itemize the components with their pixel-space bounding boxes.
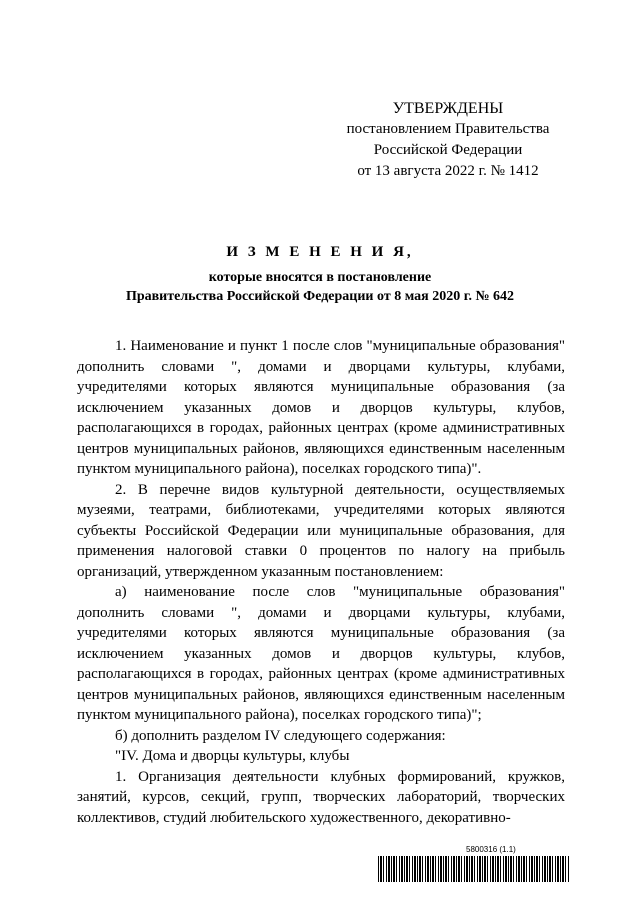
paragraph-1: 1. Наименование и пункт 1 после слов "муниципальные образования" дополнить словами ", домами и дворцами культуры, клубами, учредителями которых являются муниципальные образования (за исключением указанных домов и дворцов культуры, клубов, располагающихся в городах, районных центрах (кроме административных центров муниципальных районов, являющихся единственным населенным пунктом муниципального района), поселках городского типа)". — [77, 338, 565, 477]
document-title: И З М Е Н Е Н И Я, — [226, 244, 414, 260]
approval-line-1: постановлением Правительства — [346, 121, 550, 137]
paragraph-section-1: 1. Организация деятельности клубных формирований, кружков, занятий, курсов, секций, групп, творческих лабораторий, творческих коллективов, студий любительского художественного, декоративно- — [77, 768, 565, 826]
approval-heading: УТВЕРЖДЕНЫ — [392, 100, 504, 117]
approval-line-3: от 13 августа 2022 г. № 1412 — [357, 163, 539, 179]
subtitle-line-2: Правительства Российской Федерации от 8 мая 2020 г. № 642 — [125, 289, 515, 304]
paragraph-2b: б) дополнить разделом IV следующего содержания: — [115, 727, 446, 744]
section-heading: "IV. Дома и дворцы культуры, клубы — [115, 748, 350, 764]
paragraph-2: 2. В перечне видов культурной деятельности, осуществляемых музеями, театрами, библиотеками, учредителями которых являются субъекты Российской Федерации или муниципальные образования, для применения налоговой ставки 0 процентов по налогу на прибыль организаций, утвержденном указанным постановлением: — [77, 481, 565, 580]
barcode — [378, 856, 570, 882]
document-body — [77, 336, 565, 828]
subtitle-line-1: которые вносятся в постановление — [208, 270, 432, 285]
approval-block — [320, 98, 576, 182]
approval-line-2: Российской Федерации — [373, 142, 523, 158]
paragraph-2a: а) наименование после слов "муниципальные образования" дополнить словами ", домами и дворцами культуры, клубами, учредителями которых являются муниципальные образования (за исключением указанных домов и дворцов культуры, клубов, располагающихся в городах, районных центрах (кроме административных центров муниципальных районов, являющихся единственным населенным пунктом муниципального района), поселках городского типа)"; — [77, 584, 565, 723]
barcode-id: 5800316 (1.1) — [466, 845, 516, 854]
document-subtitle — [60, 268, 580, 306]
